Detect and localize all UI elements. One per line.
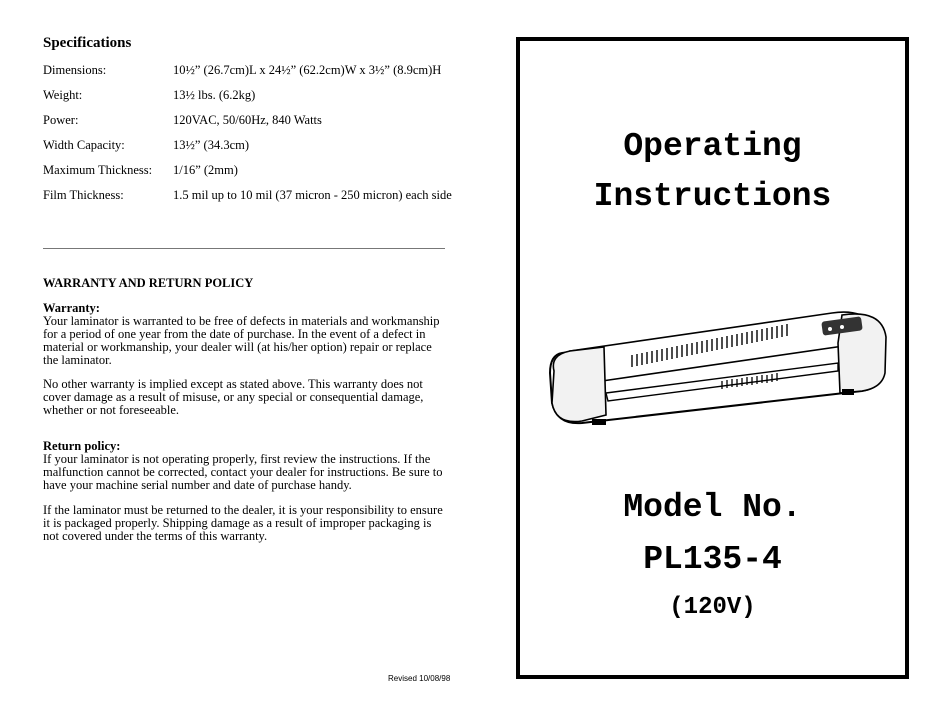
- spec-label: Power:: [43, 113, 79, 127]
- spec-value: 10½” (26.7cm)L x 24½” (62.2cm)W x 3½” (8.9cm)H: [173, 63, 442, 77]
- cover-page: [516, 37, 909, 679]
- cover-model-number: PL135-4: [643, 541, 782, 578]
- spec-value: 13½ lbs. (6.2kg): [173, 88, 256, 102]
- warranty-text: Your laminator is warranted to be free of defects in materials and workmanship for a period of one year from the date of purchase. In the event of a defect in material or workmanship, your dealer will (at his/her option) repair or replace the laminator.: [43, 314, 440, 367]
- return-paragraph: [43, 440, 443, 492]
- implied-text: No other warranty is implied except as stated above. This warranty does not cover damage as a result of misuse, or any special or consequential damage, whether or not foreseeable.: [43, 377, 424, 417]
- spec-value: 1/16” (2mm): [173, 163, 238, 177]
- spec-label: Weight:: [43, 88, 83, 102]
- warranty-paragraph: [43, 302, 443, 367]
- spec-label: Film Thickness:: [43, 188, 124, 202]
- dealer-paragraph: [43, 504, 443, 543]
- cover-title-line2: Instructions: [593, 178, 832, 215]
- spec-value: 1.5 mil up to 10 mil (37 micron - 250 micron) each side: [173, 188, 452, 202]
- implied-paragraph: [43, 378, 443, 417]
- spec-label: Dimensions:: [43, 63, 107, 77]
- section-divider: [43, 248, 445, 249]
- cover-voltage: (120V): [669, 594, 756, 621]
- cover-model-label: Model No.: [623, 489, 802, 526]
- return-heading: Return policy:: [43, 439, 121, 453]
- warranty-title: WARRANTY AND RETURN POLICY: [43, 276, 254, 290]
- cover-title-line1: Operating: [623, 128, 802, 165]
- laminator-illustration: [542, 293, 892, 433]
- specifications-title: Specifications: [43, 35, 132, 51]
- return-text: If your laminator is not operating properly, first review the instructions. If the malfunction cannot be corrected, contact your dealer for instructions. Be sure to have your machine serial number and date of purchase handy.: [43, 452, 443, 492]
- revised-date: Revised 10/08/98: [388, 674, 451, 683]
- spec-label: Width Capacity:: [43, 138, 125, 152]
- spec-value: 13½” (34.3cm): [173, 138, 250, 152]
- warranty-heading: Warranty:: [43, 301, 100, 315]
- spec-label: Maximum Thickness:: [43, 163, 153, 177]
- spec-value: 120VAC, 50/60Hz, 840 Watts: [173, 113, 322, 127]
- dealer-text: If the laminator must be returned to the dealer, it is your responsibility to ensure it is packaged properly. Shipping damage as a result of improper packaging is not covered under the terms of this warranty.: [43, 503, 443, 543]
